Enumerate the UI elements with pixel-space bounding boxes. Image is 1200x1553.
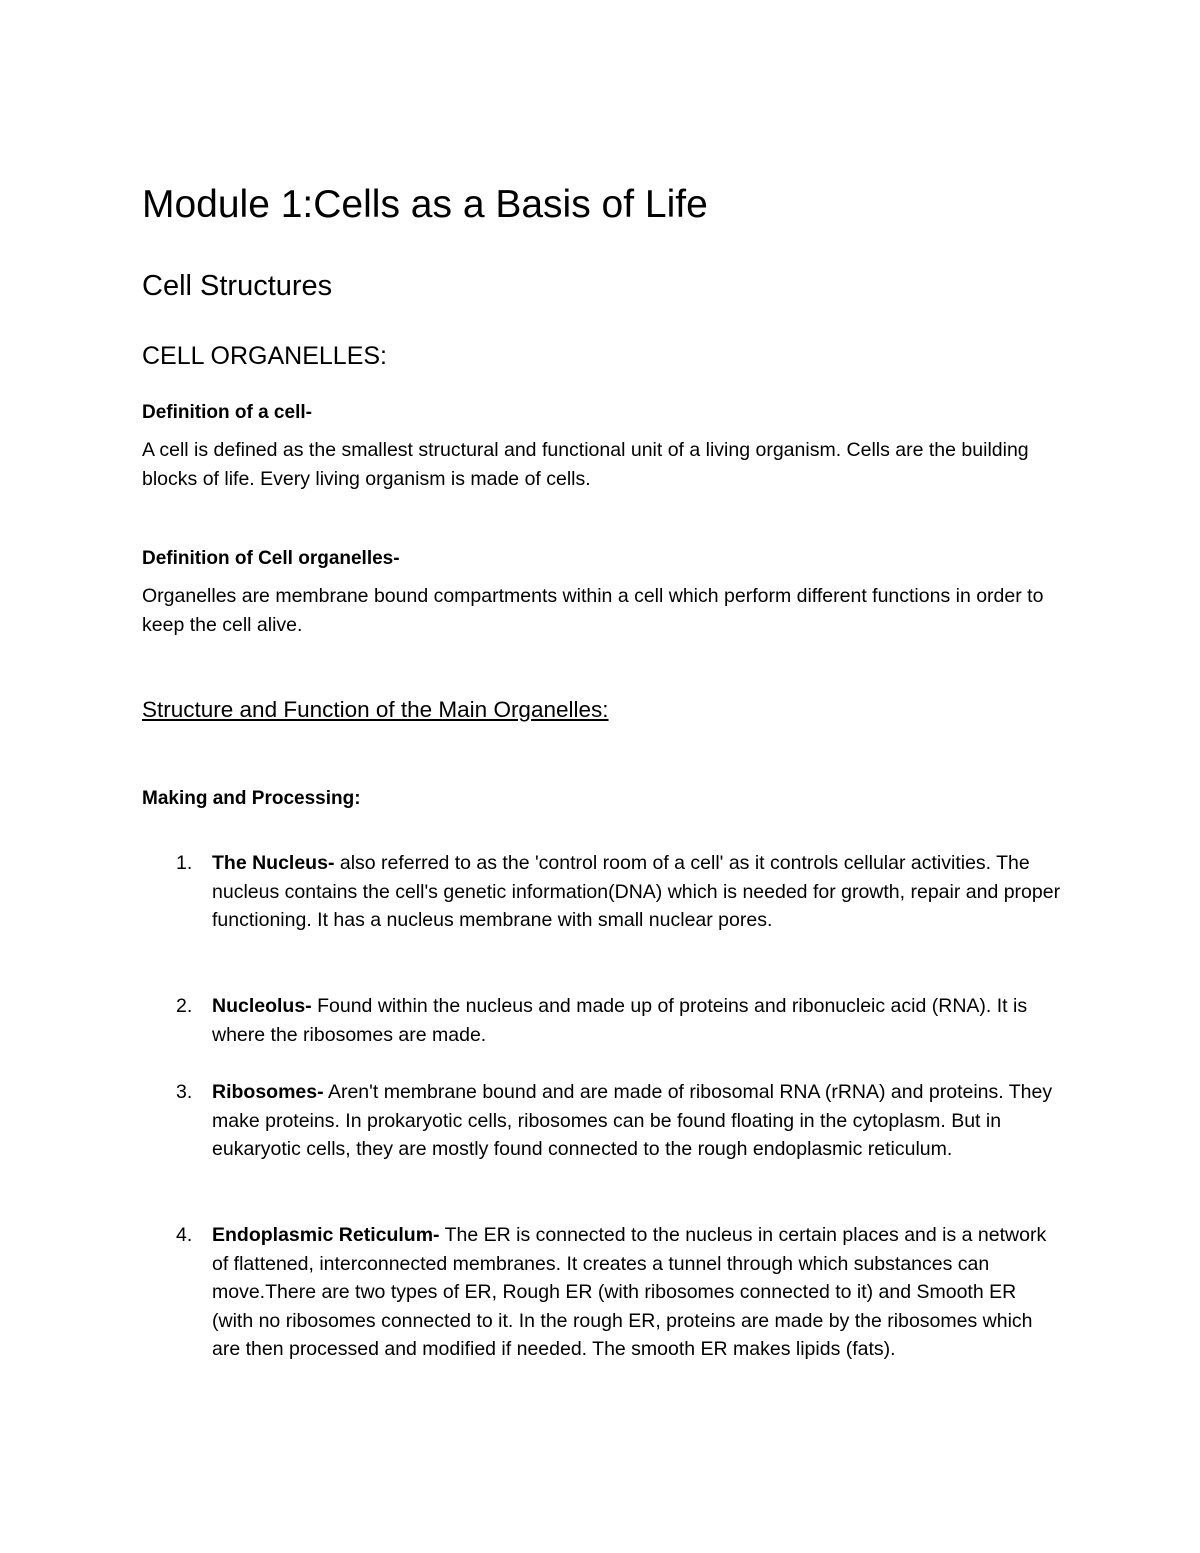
organelle-definition-label: Definition of Cell organelles- bbox=[142, 548, 400, 569]
list-item-text: also referred to as the 'control room of a cell' as it controls cellular activities. The nucleus contains the cell's genetic information(DNA) which is needed for growth, repair and proper functioning. It has a nucleus membrane with small nuclear pores. bbox=[212, 852, 1061, 931]
list-item-term: Nucleolus- bbox=[212, 995, 312, 1017]
list-item-body bbox=[212, 992, 1062, 1049]
list-item-term: Ribosomes- bbox=[212, 1081, 324, 1103]
list-item-number: 4. bbox=[176, 1224, 193, 1246]
list-item-number: 2. bbox=[176, 995, 193, 1017]
list-item-number: 3. bbox=[176, 1081, 193, 1103]
making-processing-heading: Making and Processing: bbox=[142, 788, 361, 809]
list-item-body bbox=[212, 849, 1062, 935]
structure-function-heading: Structure and Function of the Main Organelles: bbox=[142, 697, 609, 722]
list-item-body bbox=[212, 1221, 1062, 1364]
section-heading: CELL ORGANELLES: bbox=[142, 342, 388, 370]
list-item-term: Endoplasmic Reticulum- bbox=[212, 1224, 440, 1246]
cell-definition-label: Definition of a cell- bbox=[142, 402, 312, 423]
list-item-text: The ER is connected to the nucleus in certain places and is a network of flattened, interconnected membranes. It creates a tunnel through which substances can move.There are two types of ER, Rough ER (with ribosomes connected to it) and Smooth ER (with no ribosomes connected to it. In the rough ER, proteins are made by the ribosomes which are then processed and modified if needed. The smooth ER makes lipids (fats). bbox=[212, 1224, 1047, 1360]
list-item-text: Aren't membrane bound and are made of ribosomal RNA (rRNA) and proteins. They make proteins. In prokaryotic cells, ribosomes can be found floating in the cytoplasm. But in eukaryotic cells, they are mostly found connected to the rough endoplasmic reticulum. bbox=[212, 1081, 1053, 1160]
cell-definition-text: A cell is defined as the smallest structural and functional unit of a living organism. Cells are the building blocks of life. Every living organism is made of cells. bbox=[142, 439, 1029, 490]
document-title: Module 1:Cells as a Basis of Life bbox=[142, 183, 708, 226]
list-item-number: 1. bbox=[176, 852, 193, 874]
organelle-definition-text: Organelles are membrane bound compartments within a cell which perform different functions in order to keep the cell alive. bbox=[142, 585, 1044, 636]
list-item-body bbox=[212, 1078, 1062, 1164]
list-item-text: Found within the nucleus and made up of proteins and ribonucleic acid (RNA). It is where the ribosomes are made. bbox=[212, 995, 1028, 1046]
list-item-term: The Nucleus- bbox=[212, 852, 335, 874]
document-subtitle: Cell Structures bbox=[142, 270, 333, 302]
